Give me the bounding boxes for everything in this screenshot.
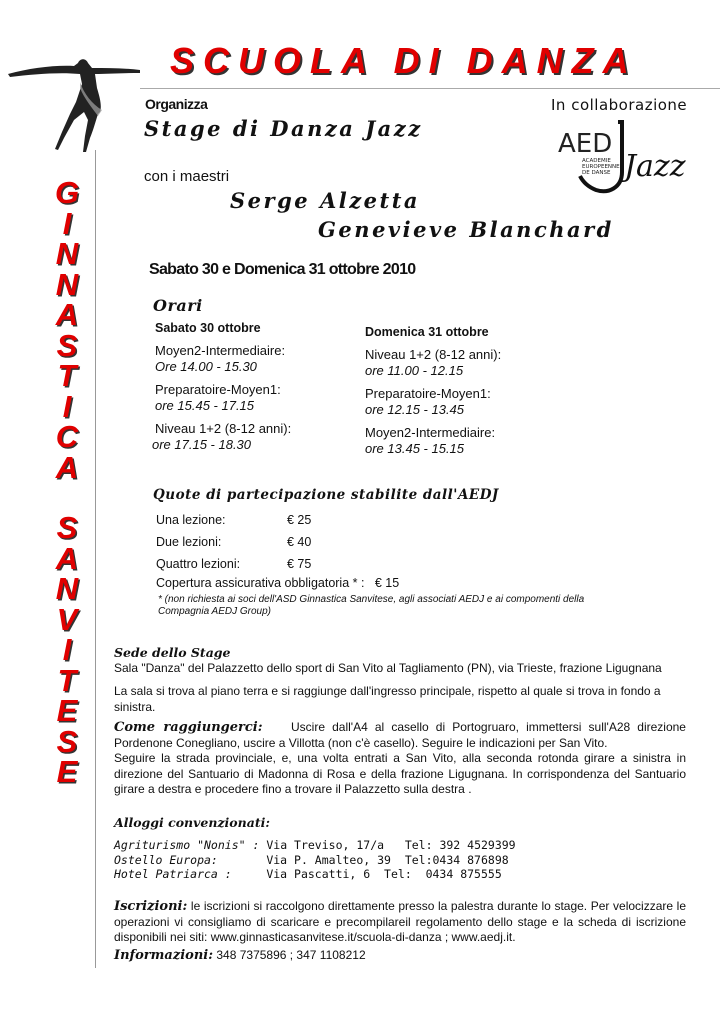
vertical-letter: T bbox=[57, 662, 77, 698]
vertical-letter: G bbox=[54, 175, 80, 210]
informazioni-heading: Informazioni: bbox=[114, 948, 214, 963]
fee-price: € 40 bbox=[287, 535, 312, 549]
vertical-title bbox=[44, 175, 90, 789]
iscrizioni bbox=[114, 899, 686, 946]
sede-description: La sala si trova al piano terra e si raggiunge dall'ingresso principale, rispetto al quale si trova in fondo a sinistra. bbox=[114, 684, 661, 714]
vertical-letter: V bbox=[56, 601, 78, 637]
hotel-row bbox=[114, 838, 516, 852]
logo-line: ACADEMIE bbox=[582, 158, 611, 164]
vertical-letter: E bbox=[56, 693, 78, 728]
slot-label: Niveau 1+2 (8-12 anni): bbox=[155, 421, 292, 436]
organizza-label: Organizza bbox=[145, 96, 208, 112]
directions-heading: Come raggiungerci: bbox=[114, 720, 263, 735]
fee-note: * (non richiesta ai soci dell'ASD Ginnastica Sanvitese, agli associati AEDJ e ai compomenti della Compagnia AEDJ Group) bbox=[158, 594, 585, 617]
vertical-letter: I bbox=[62, 632, 72, 667]
maestri-intro: con i maestri bbox=[144, 168, 230, 185]
sede-address: Sala "Danza" del Palazzetto dello sport di San Vito al Tagliamento (PN), via Trieste, frazione Ligugnana bbox=[114, 661, 662, 675]
slot-label: Moyen2-Intermediaire: bbox=[365, 425, 496, 440]
fee-label: Una lezione: bbox=[156, 513, 226, 527]
vertical-letter: S bbox=[56, 510, 78, 545]
logo-line: DE DANSE bbox=[582, 170, 611, 176]
directions bbox=[114, 720, 686, 751]
slot-time: ore 17.15 - 18.30 bbox=[152, 437, 252, 452]
informazioni bbox=[114, 948, 686, 964]
hotel-address: Via P. Amalteo, 39 bbox=[266, 853, 391, 867]
event-name: Stage di Danza Jazz bbox=[144, 116, 423, 141]
schedule-day: Domenica 31 ottobre bbox=[365, 325, 489, 339]
vertical-letter: I bbox=[62, 205, 72, 241]
vertical-letter: N bbox=[55, 571, 79, 606]
vertical-letter: C bbox=[55, 419, 79, 454]
slot-time: ore 15.45 - 17.15 bbox=[155, 398, 255, 413]
logo-line: EUROPEENNE bbox=[582, 164, 620, 170]
hotel-phone: Tel: 392 4529399 bbox=[404, 838, 516, 852]
vertical-letter: E bbox=[56, 754, 78, 789]
vertical-letter: A bbox=[55, 449, 79, 485]
directions-detail: Seguire la strada provinciale, e, una volta entrati a San Vito, alla seconda rotonda girare a sinistra in direzione del Santuario di Madonna di Rosa e della frazione Ligugnana. In corrispondenza del Santuario girare a destra e procedere fino a trovare il Palazzetto sulla destra . bbox=[114, 751, 686, 796]
schedule-sunday bbox=[365, 324, 501, 464]
slot-time: Ore 14.00 - 15.30 bbox=[155, 359, 257, 374]
insurance-line: Copertura assicurativa obbligatoria * : € 15 bbox=[156, 576, 400, 590]
alloggi-heading: Alloggi convenzionati: bbox=[114, 815, 270, 830]
event-date: Sabato 30 e Domenica 31 ottobre 2010 bbox=[149, 261, 416, 278]
iscrizioni-heading: Iscrizioni: bbox=[114, 899, 188, 914]
hotel-name: Ostello Europa: bbox=[114, 853, 218, 867]
informazioni-phones: 348 7375896 ; 347 1108212 bbox=[216, 948, 366, 962]
aedj-logo bbox=[552, 118, 690, 198]
hotel-address: Via Treviso, 17/a bbox=[266, 838, 385, 852]
page-title: SCUOLA DI DANZA bbox=[170, 40, 638, 81]
vertical-letter: A bbox=[55, 540, 79, 576]
hotel-name: Hotel Patriarca : bbox=[114, 867, 232, 881]
hotel-address: Via Pascatti, 6 bbox=[266, 867, 371, 881]
maestro-name: Serge Alzetta bbox=[230, 188, 421, 213]
schedule-day: Sabato 30 ottobre bbox=[155, 321, 261, 335]
logo-jazz: Jazz bbox=[624, 149, 686, 184]
fee-price: € 75 bbox=[287, 557, 312, 571]
slot-label: Preparatoire-Moyen1: bbox=[155, 382, 281, 397]
dancer-silhouette-image bbox=[0, 28, 150, 156]
slot-time: ore 12.15 - 13.45 bbox=[365, 402, 465, 417]
vertical-letter: T bbox=[57, 358, 77, 393]
vertical-letter: S bbox=[56, 723, 78, 759]
orari-heading: Orari bbox=[153, 296, 203, 315]
vertical-letter: N bbox=[55, 266, 79, 302]
fee-label: Due lezioni: bbox=[156, 535, 222, 549]
header-divider bbox=[140, 88, 720, 89]
fee-price: € 25 bbox=[287, 513, 312, 527]
vertical-letter: N bbox=[55, 236, 79, 271]
hotel-name: Agriturismo "Nonis" : bbox=[114, 838, 260, 852]
slot-label: Moyen2-Intermediaire: bbox=[155, 343, 286, 358]
slot-label: Preparatoire-Moyen1: bbox=[365, 386, 491, 401]
side-divider bbox=[95, 150, 96, 968]
iscrizioni-text: le iscrizioni si raccolgono direttamente presso la palestra durante lo stage. Per velocizzare le operazioni vi consigliamo di scaricare e precompilareil regolamento dello stage e la scheda di iscrizione disponibili nei siti: www.ginnasticasanvitese.it/scuola-di-danza ; www.aedj.it. bbox=[114, 899, 686, 944]
hotel-row bbox=[114, 853, 509, 867]
maestro-name: Genevieve Blanchard bbox=[318, 217, 614, 242]
vertical-letter: S bbox=[56, 327, 78, 363]
fee-label: Quattro lezioni: bbox=[156, 557, 241, 571]
quote-heading: Quote di partecipazione stabilite dall'AEDJ bbox=[153, 487, 499, 503]
hotel-phone: Tel:0434 876898 bbox=[404, 853, 509, 867]
slot-time: ore 13.45 - 15.15 bbox=[365, 441, 465, 456]
vertical-letter: I bbox=[62, 388, 72, 424]
sede-heading: Sede dello Stage bbox=[114, 645, 231, 660]
vertical-letter: A bbox=[55, 297, 79, 332]
schedule-saturday bbox=[152, 320, 292, 460]
logo-aed: AED bbox=[558, 129, 613, 159]
hotel-row bbox=[114, 867, 502, 881]
slot-label: Niveau 1+2 (8-12 anni): bbox=[365, 347, 502, 362]
slot-time: ore 11.00 - 12.15 bbox=[365, 363, 464, 378]
collaboration-label: In collaborazione bbox=[551, 96, 688, 114]
hotel-phone: Tel: 0434 875555 bbox=[384, 867, 502, 881]
directions-text: Uscire dall'A4 al casello di Portogruaro, immettersi sull'A28 direzione Pordenone Conegliano, uscire a Villotta (non c'è casello). Seguire le indicazioni per San Vito. bbox=[114, 720, 686, 750]
